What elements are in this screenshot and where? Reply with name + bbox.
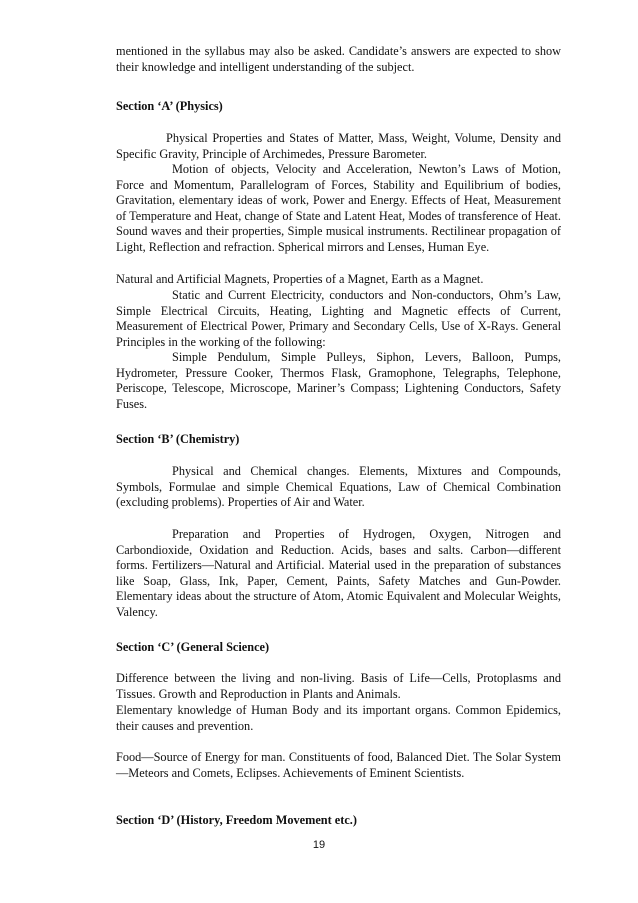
section-b-paragraph-1: Physical and Chemical changes. Elements, Mixtures and Compounds, Symbols, Formulae and simple Chemical Equations, Law of Chemical Combination (excluding problems). Properties of Air and Water. (116, 464, 561, 510)
section-a-paragraph-2: Motion of objects, Velocity and Acceleration, Newton’s Laws of Motion, Force and Momentum, Parallelogram of Forces, Stability and Equilibrium of bodies, Gravitation, elementary ideas of work, Power and Energy. Effects of Heat, Measurement of Temperature and Heat, change of State and Latent Heat, Modes of transference of Heat. Sound waves and their properties, Simple musical instruments. Rectilinear propagation of Light, Reflection and refraction. Spherical mirrors and Lenses, Human Eye. (116, 162, 561, 254)
section-a-paragraph-5: Simple Pendulum, Simple Pulleys, Siphon, Levers, Balloon, Pumps, Hydrometer, Pressure Cooker, Thermos Flask, Gramophone, Telegraphs, Telephone, Periscope, Telescope, Microscope, Mariner’s Compass; Lightening Conductors, Safety Fuses. (116, 350, 561, 411)
section-b-paragraph-2: Preparation and Properties of Hydrogen, Oxygen, Nitrogen and Carbondioxide, Oxidation and Reduction. Acids, bases and salts. Carbon—different forms. Fertilizers—Natural and Artificial. Material used in the preparation of substances like Soap, Glass, Ink, Paper, Cement, Paints, Safety Matches and Gun-Powder. Elementary ideas about the structure of Atom, Atomic Equivalent and Molecular Weights, Valency. (116, 527, 561, 619)
section-c-paragraph-3: Food—Source of Energy for man. Constituents of food, Balanced Diet. The Solar System—Meteors and Comets, Eclipses. Achievements of Eminent Scientists. (116, 750, 561, 780)
section-a-heading: Section ‘A’ (Physics) (116, 99, 223, 113)
page-number: 19 (312, 839, 326, 851)
section-a-paragraph-1: Physical Properties and States of Matter, Mass, Weight, Volume, Density and Specific Gravity, Principle of Archimedes, Pressure Barometer. (116, 131, 561, 161)
section-a-paragraph-3: Natural and Artificial Magnets, Properties of a Magnet, Earth as a Magnet. (116, 272, 484, 286)
section-b-heading: Section ‘B’ (Chemistry) (116, 432, 240, 446)
section-c-paragraph-2: Elementary knowledge of Human Body and its important organs. Common Epidemics, their causes and prevention. (116, 703, 561, 733)
section-a-paragraph-4: Static and Current Electricity, conductors and Non-conductors, Ohm’s Law, Simple Electrical Circuits, Heating, Lighting and Magnetic effects of Current, Measurement of Electrical Power, Primary and Secondary Cells, Use of X-Rays. General Principles in the working of the following: (116, 288, 561, 349)
section-c-heading: Section ‘C’ (General Science) (116, 640, 270, 654)
section-c-paragraph-1: Difference between the living and non-living. Basis of Life—Cells, Protoplasms and Tissues. Growth and Reproduction in Plants and Animals. (116, 671, 561, 701)
section-d-heading: Section ‘D’ (History, Freedom Movement etc.) (116, 813, 357, 827)
intro-paragraph: mentioned in the syllabus may also be asked. Candidate’s answers are expected to show their knowledge and intelligent understanding of the subject. (116, 44, 561, 74)
